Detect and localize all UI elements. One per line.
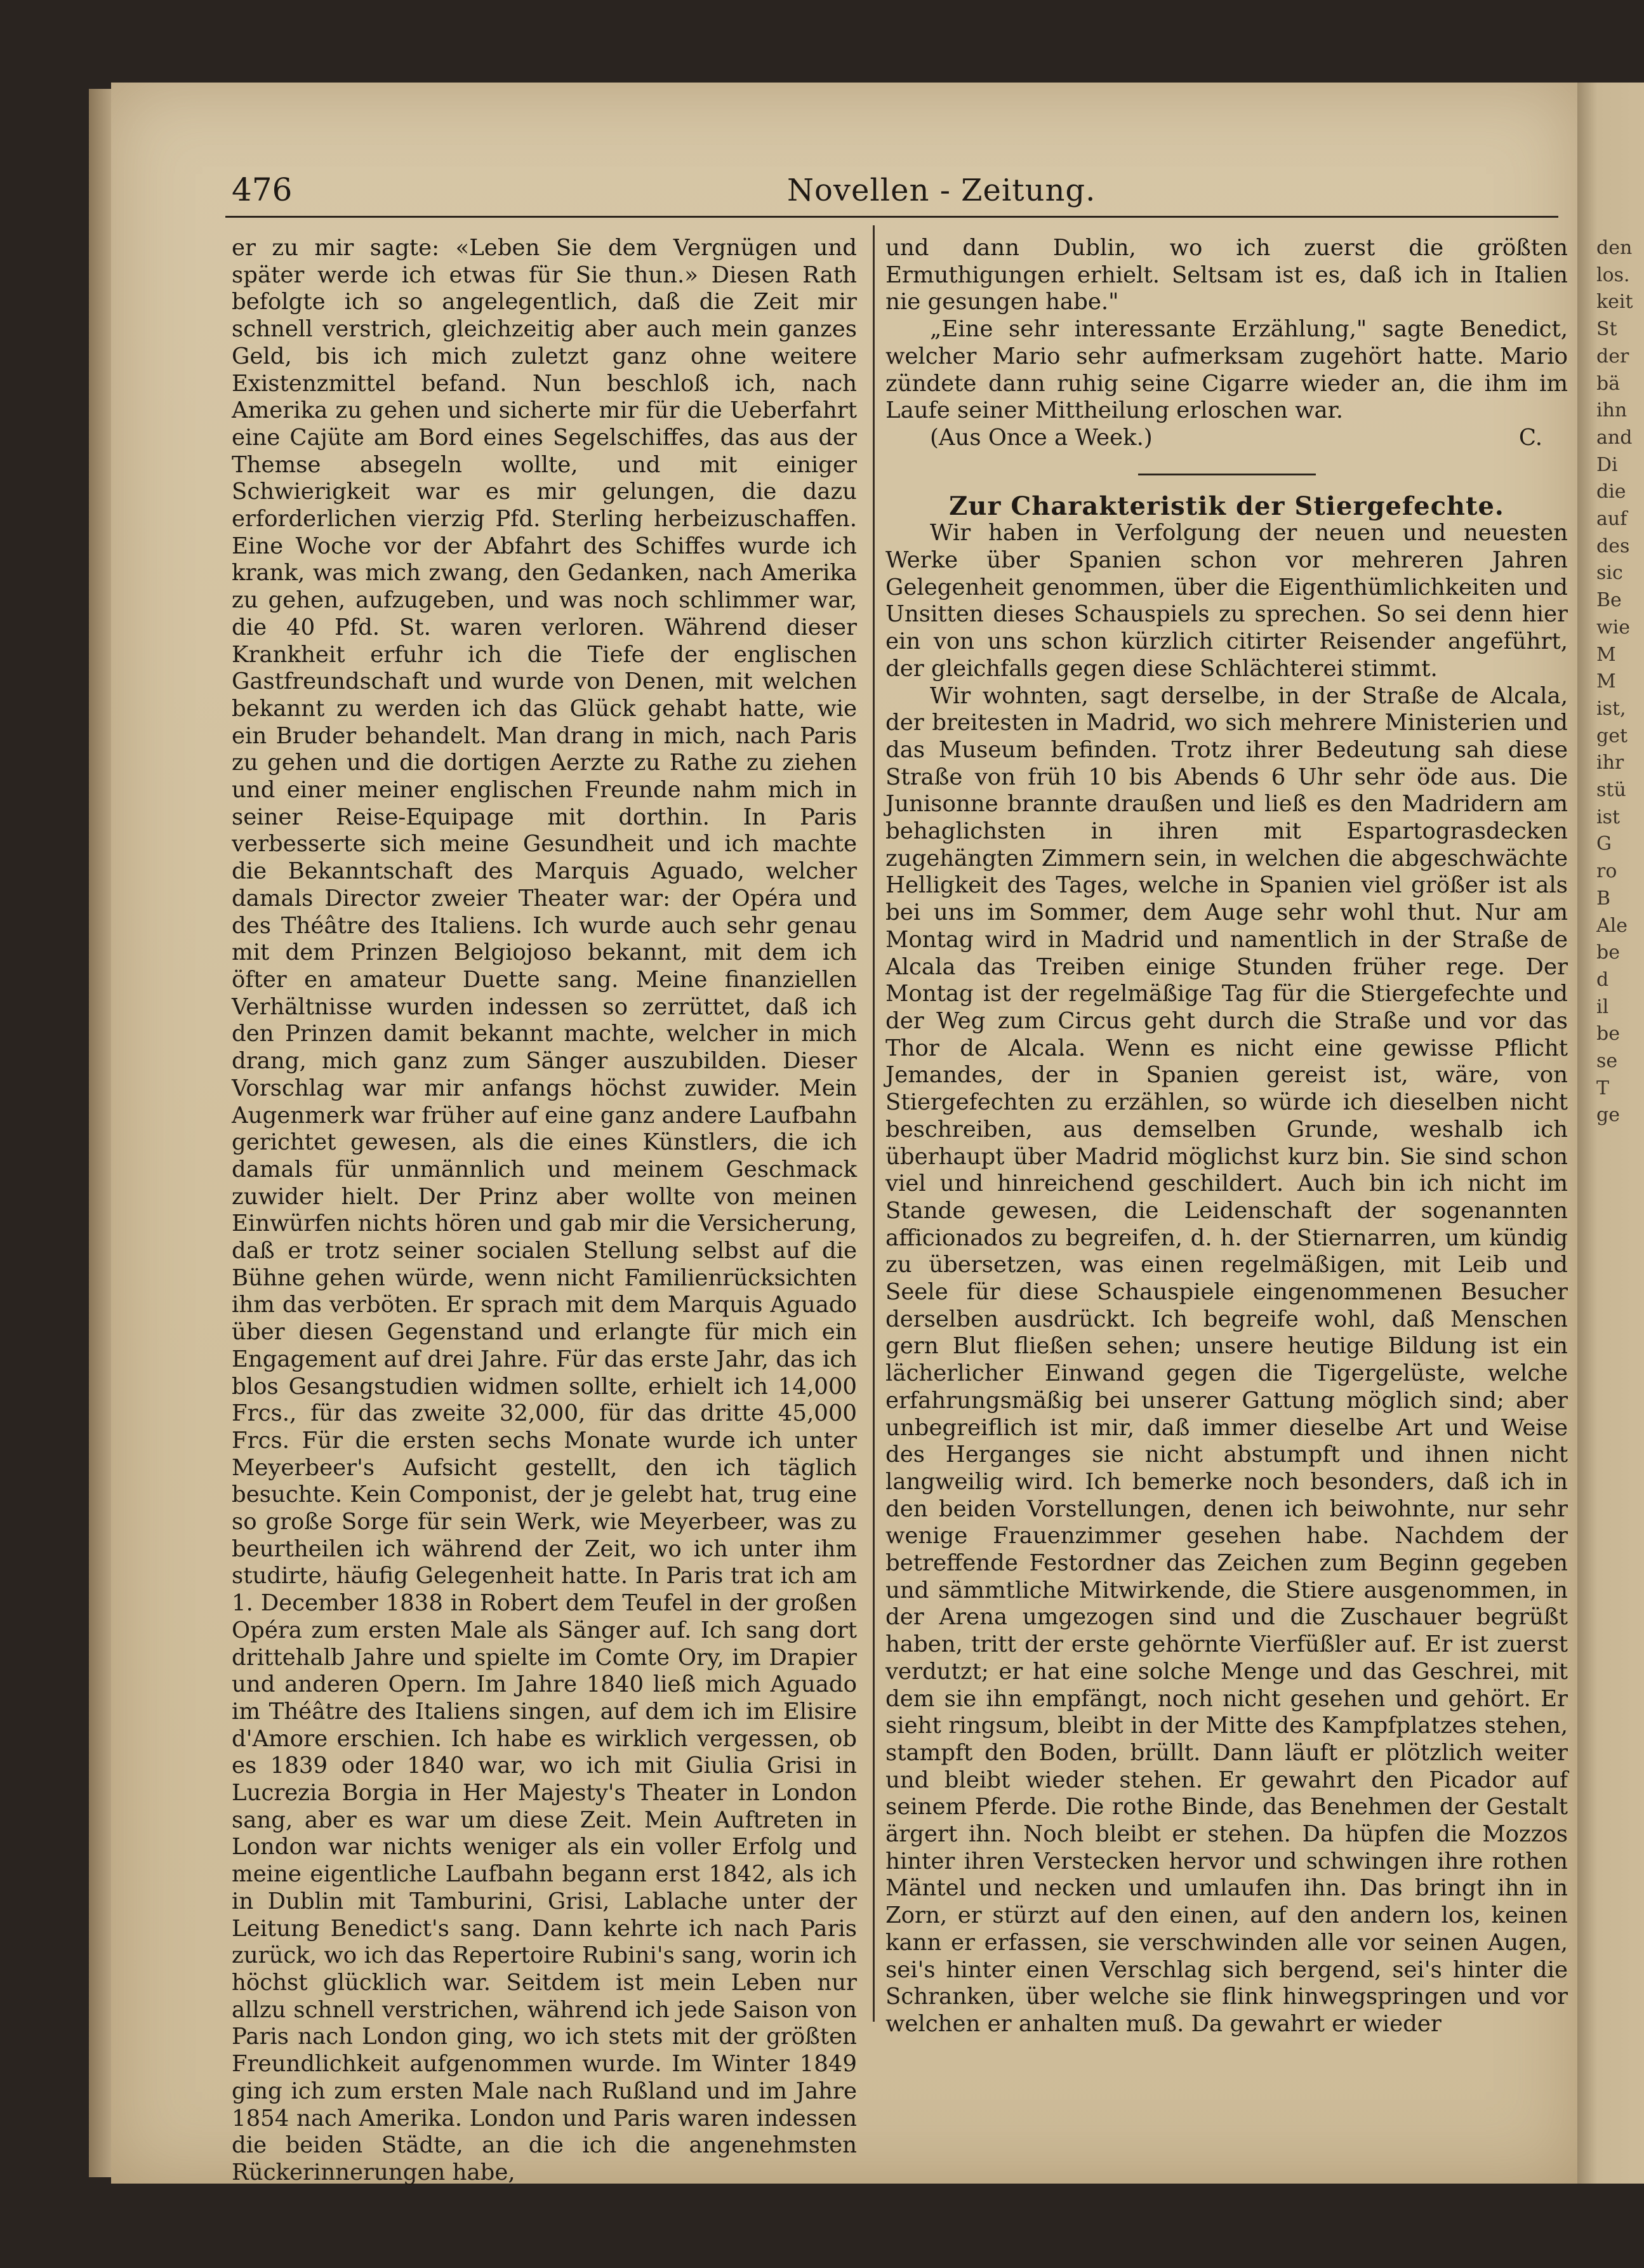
next-page-fragment: ist, — [1596, 697, 1626, 720]
next-page-fragment: sic — [1596, 562, 1623, 585]
next-page-fragment: M — [1596, 643, 1616, 666]
page-header — [121, 171, 1568, 229]
next-page-fragment: ihn — [1596, 399, 1627, 422]
next-page-fragment: se — [1596, 1050, 1618, 1072]
next-page-fragment: il — [1596, 995, 1609, 1018]
next-page-fragment: stü — [1596, 779, 1626, 801]
column-divider — [873, 225, 875, 2022]
next-page-fragment: be — [1596, 1023, 1620, 1045]
left-column-text: er zu mir sagte: «Leben Sie dem Vergnügen und später werde ich etwas für Sie thun.» Diesen Rath befolgte ich so angelegentlich, daß die Zeit mir schnell verstrich, gleichzeitig aber auch mein ganzes Geld, bis ich mich zuletzt ganz ohne weitere Existenzmittel befand. Nun beschloß ich, nach Amerika zu gehen und sicherte mir für die Ueberfahrt eine Cajüte am Bord eines Segelschiffes, das aus der Themse absegeln wollte, und mit einiger Schwierigkeit war es mir gelungen, die dazu erforderlichen vierzig Pfd. Sterling herbeizuschaffen. Eine Woche vor der Abfahrt des Schiffes wurde ich krank, was mich zwang, den Gedanken, nach Amerika zu gehen, aufzugeben, und was noch schlimmer war, die 40 Pfd. St. waren verloren. Während dieser Krankheit erfuhr ich die Tiefe der englischen Gastfreundschaft und wurde von Denen, mit welchen bekannt zu werden ich das Glück gehabt hatte, wie ein Bruder behandelt. Man drang in mich, nach Paris zu gehen und die dortigen Aerzte zu Rathe zu ziehen und einer meiner englischen Freunde nahm mich in seiner Reise-Equipage mit dorthin. In Paris verbesserte sich meine Gesundheit und ich machte die Bekanntschaft des Marquis Aguado, welcher damals Director zweier Theater war: der Opéra und des Théâtre des Italiens. Ich wurde auch sehr genau mit dem Prinzen Belgiojoso bekannt, mit dem ich öfter en amateur Duette sang. Meine finanziellen Verhältnisse wurden indessen so zerrüttet, daß ich den Prinzen damit bekannt machte, welcher in mich drang, mich ganz zum Sänger auszubilden. Dieser Vorschlag war mir anfangs höchst zuwider. Mein Augenmerk war früher auf eine ganz andere Laufbahn gerichtet gewesen, als die eines Künstlers, die ich damals für unmännlich und meinem Geschmack zuwider hielt. Der Prinz aber wollte von meinen Einwürfen nichts hören und gab mir die Versicherung, daß er trotz seiner socialen Stellung selbst auf die Bühne gehen würde, wenn nicht Familienrücksichten ihm das verböten. Er sprach mit dem Marquis Aguado über diesen Gegenstand und erlangte für mich ein Engagement auf drei Jahre. Für das erste Jahr, das ich blos Gesangstudien widmen sollte, erhielt ich 14,000 Frcs., für das zweite 32,000, für das dritte 45,000 Frcs. Für die ersten sechs Monate wurde ich unter Meyerbeer's Aufsicht gestellt, den ich täglich besuchte. Kein Componist, der je gelebt hat, trug eine so große Sorge für sein Werk, wie Meyerbeer, was zu beurtheilen ich während der Zeit, wo ich unter ihm studirte, häufig Gelegenheit hatte. In Paris trat ich am 1. December 1838 in Robert dem Teufel in der großen Opéra zum ersten Male als Sänger auf. Ich sang dort drittehalb Jahre und spielte im Comte Ory, im Drapier und anderen Opern. Im Jahre 1840 ließ mich Aguado im Théâtre des Italiens singen, auf dem ich im Elisire d'Amore erschien. Ich habe es wirklich vergessen, ob es 1839 oder 1840 war, wo ich mit Giulia Grisi in Lucrezia Borgia in Her Majesty's Theater in London sang, aber es war um diese Zeit. Mein Auftreten in London war nichts weniger als ein voller Erfolg und meine eigentliche Laufbahn begann erst 1842, als ich in Dublin mit Tamburini, Grisi, Lablache unter der Leitung Benedict's sang. Dann kehrte ich nach Paris zurück, wo ich das Repertoire Rubini's sang, worin ich höchst glücklich war. Seitdem ist mein Leben nur allzu schnell verstrichen, während ich jede Saison von Paris nach London ging, wo ich stets mit der größten Freundlichkeit aufgenommen wurde. Im Winter 1849 ging ich zum ersten Male nach Rußland und im Jahre 1854 nach Amerika. London und Paris waren indessen die beiden Städte, an die ich die angenehmsten Rückerinnerungen habe, — [232, 235, 857, 2185]
next-page-fragment: los. — [1596, 263, 1630, 286]
next-page-fragment: St — [1596, 318, 1617, 341]
next-page-fragment: d — [1596, 968, 1609, 991]
page-number: 476 — [232, 171, 293, 208]
next-page-fragment: ro — [1596, 860, 1617, 883]
page-edge — [89, 89, 114, 2177]
next-page-fragment: G — [1596, 833, 1612, 856]
next-page-fragment: bä — [1596, 372, 1621, 395]
article-paragraph-2: Wir wohnten, sagt derselbe, in der Straße de Alcala, der breitesten in Madrid, wo sich mehrere Ministerien und das Museum befinden. Trotz ihrer Bedeutung sah diese Straße von früh 10 bis Abends 6 Uhr sehr öde aus. Die Junisonne brannte draußen und ließ es den Madridern am behaglichsten in ihren mit Espartograsdecken zugehängten Zimmern sein, in welchen die abgeschwächte Helligkeit des Tages, welche in Spanien viel größer ist als bei uns im Sommer, dem Auge sehr wohl thut. Nur am Montag wird in Madrid und namentlich in der Straße de Alcala das Treiben einige Stunden früher rege. Der Montag ist der regelmäßige Tag für die Stiergefechte und der Weg zum Circus geht durch die Straße und vor das Thor de Alcala. Wenn es nicht eine gewisse Pflicht Jemandes, der in Spanien gereist ist, wäre, von Stiergefechten zu erzählen, so würde ich dieselben nicht beschreiben, aus demselben Grunde, weshalb ich überhaupt über Madrid möglichst kurz bin. Sie sind schon viel und hinreichend geschildert. Auch bin ich nicht im Stande gewesen, die Leidenschaft der sogenannten afficionados zu begreifen, d. h. der Stiernarren, um kündig zu übersetzen, was einen regelmäßigen, mit Leib und Seele für diese Schauspiele eingenommenen Besucher derselben ausdrückt. Ich begreife wohl, daß Menschen gern Blut fließen sehen; unsere heutige Bildung ist ein lächerlicher Einwand gegen die Tigergelüste, welche erfahrungsmäßig bei unserer Gattung möglich sind; aber unbegreiflich ist mir, daß immer dieselbe Art und Weise des Herganges sie nicht abstumpft und ihnen nicht langweilig wird. Ich bemerke noch besonders, daß ich in den beiden Vorstellungen, denen ich beiwohnte, nur sehr wenige Frauenzimmer gesehen habe. Nachdem der betreffende Festordner das Zeichen zum Beginn gegeben und sämmtliche Mitwirkende, die Stiere ausgenommen, in der Arena umgezogen sind und die Zuschauer begrüßt haben, tritt der erste gehörnte Vierfüßler auf. Er ist zuerst verdutzt; er hat eine solche Menge und das Geschrei, mit dem sie ihn empfängt, noch nicht gesehen und gehört. Er sieht ringsum, bleibt in der Mitte des Kampfplatzes stehen, stampft den Boden, brüllt. Dann läuft er plötzlich weiter und bleibt wieder stehen. Er gewahrt den Picador auf seinem Pferde. Die rothe Binde, das Benehmen der Gestalt ärgert ihn. Noch bleibt er stehen. Da hüpfen die Mozzos hinter ihren Verstecken hervor und schwingen ihre rothen Mäntel und necken und umlaufen ihn. Das bringt ihn in Zorn, er stürzt auf den einen, auf den andern los, keinen kann er erfassen, sie verschwinden alle vor seinen Augen, sei's hinter einen Verschlag sich bergend, sei's hinter die Schranken, über welche sie flink hinwegspringen und vor welchen er anhalten muß. Da gewahrt er wieder — [885, 682, 1568, 2037]
next-page-fragment: die — [1596, 481, 1626, 503]
next-page-fragment: be — [1596, 941, 1620, 964]
next-page-fragment: Di — [1596, 453, 1618, 476]
next-page-fragment: der — [1596, 345, 1629, 368]
next-page-fragment: Ale — [1596, 914, 1628, 937]
benedict-paragraph: „Eine sehr interessante Erzählung," sagte Benedict, welcher Mario sehr aufmerksam zugehört hatte. Mario zündete dann ruhig seine Cigarre wieder an, die ihm im Laufe seiner Mittheilung erloschen war. — [885, 316, 1568, 424]
section-title: Zur Charakteristik der Stiergefechte. — [949, 491, 1504, 521]
header-rule — [225, 216, 1558, 218]
next-page-fragment: ihr — [1596, 752, 1624, 774]
next-page-fragment: ge — [1596, 1104, 1620, 1127]
next-page-fragment: auf — [1596, 508, 1627, 530]
next-page-fragment: wie — [1596, 616, 1631, 639]
continuation-text: und dann Dublin, wo ich zuerst die größten Ermuthigungen erhielt. Seltsam ist es, daß ich in Italien nie gesungen habe." — [885, 235, 1568, 315]
next-page-fragment: T — [1596, 1077, 1610, 1099]
article-paragraph-1: Wir haben in Verfolgung der neuen und neuesten Werke über Spanien schon vor mehreren Jahren Gelegenheit genommen, über die Eigenthümlichkeiten und Unsitten dieses Schauspiels zu sprechen. So sei denn hier ein von uns schon kürzlich citirter Reisender angeführt, der gleichfalls gegen diese Schlächterei stimmt. — [885, 520, 1568, 682]
running-head: Novellen - Zeitung. — [787, 173, 1096, 208]
left-column — [232, 235, 857, 2187]
source-line — [885, 425, 1568, 452]
next-page-fragment: get — [1596, 724, 1628, 747]
section-rule — [1138, 474, 1316, 475]
next-page-fragment: ist — [1596, 806, 1621, 828]
next-page-fragment: keit — [1596, 291, 1633, 314]
right-column — [885, 235, 1568, 2038]
next-page-fragment: des — [1596, 534, 1630, 557]
next-page-fragment: M — [1596, 670, 1616, 693]
next-page-fragment: den — [1596, 237, 1633, 259]
next-page-fragment: and — [1596, 426, 1633, 449]
signature: C. — [1518, 424, 1542, 451]
source-attribution: (Aus Once a Week.) — [930, 424, 1153, 451]
next-page-fragment: Be — [1596, 589, 1622, 612]
next-page-fragment: B — [1596, 887, 1611, 910]
